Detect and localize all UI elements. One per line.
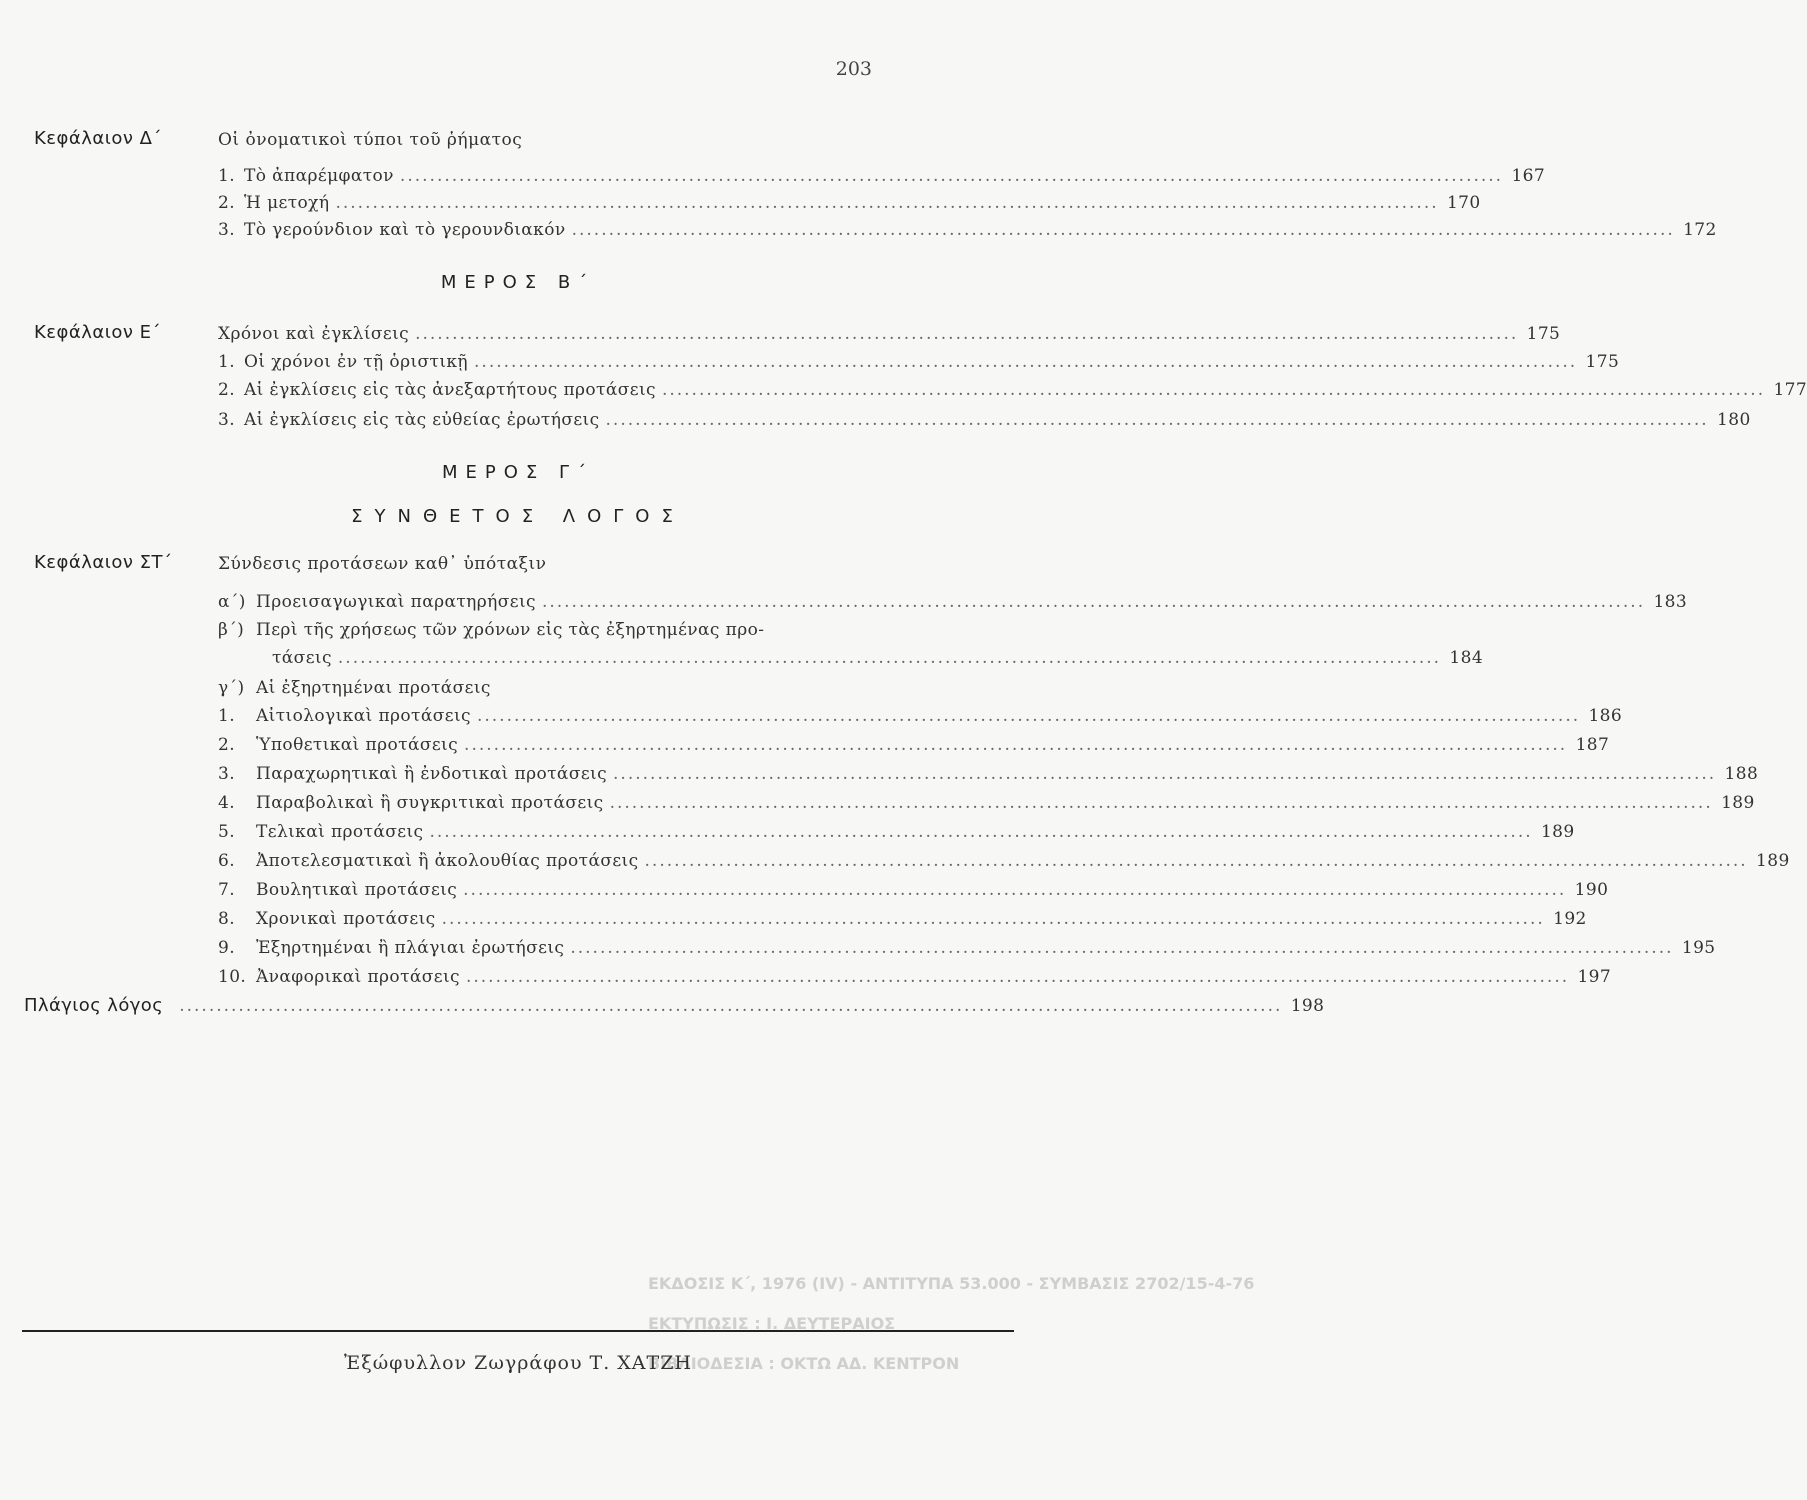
- chapter-e-label: Κεφάλαιον Ε΄: [34, 322, 162, 343]
- entry-number: γ΄): [218, 678, 245, 698]
- toc-entry: [218, 735, 1610, 755]
- toc-entry: [218, 967, 1612, 987]
- part-g-subtitle: ΣΥΝΘΕΤΟΣ ΛΟΓΟΣ: [351, 506, 685, 527]
- entry-text: Τὸ ἀπαρέμφατον: [244, 166, 394, 186]
- toc-entry: [218, 880, 1609, 900]
- toc-entry: [218, 822, 1575, 842]
- entry-number: 8.: [218, 909, 236, 929]
- dot-leader: .....................................................................................................................................................: [464, 735, 1568, 755]
- chapter-e-title: Χρόνοι καὶ ἐγκλίσεις: [218, 324, 410, 344]
- toc-entry: [218, 410, 1751, 430]
- dot-leader: .....................................................................................................................................................: [476, 706, 1581, 726]
- dot-leader: .....................................................................................................................................................: [474, 352, 1578, 372]
- dot-leader: .....................................................................................................................................................: [605, 410, 1709, 430]
- entry-number: 1.: [218, 352, 236, 372]
- dot-leader: .....................................................................................................................................................: [613, 764, 1717, 784]
- entry-page: 189: [1721, 793, 1755, 813]
- entry-text: Περὶ τῆς χρήσεως τῶν χρόνων εἰς τὰς ἐξηρτημένας προ-: [256, 620, 765, 640]
- horizontal-rule: [22, 1330, 1014, 1332]
- toc-entry: [218, 764, 1759, 784]
- entry-number: α΄): [218, 592, 246, 612]
- entry-page: 188: [1724, 764, 1759, 784]
- entry-page: 184: [1449, 648, 1484, 668]
- entry-number: 9.: [218, 938, 236, 958]
- entry-number: β΄): [218, 620, 245, 640]
- toc-entry-line: [218, 620, 764, 640]
- part-b-heading: ΜΕΡΟΣ Β΄: [440, 272, 596, 293]
- cover-credit: Ἐξώφυλλον Ζωγράφου Τ. ΧΑΤΖΗ: [344, 1352, 692, 1374]
- chapter-st-title: Σύνδεσις προτάσεων καθ᾽ ὑπόταξιν: [218, 554, 547, 574]
- entry-page: 183: [1653, 592, 1688, 612]
- entry-text: Αἰτιολογικαὶ προτάσεις: [256, 706, 471, 726]
- entry-number: 3.: [218, 220, 236, 240]
- entry-page: 172: [1683, 220, 1717, 240]
- entry-text: Βουλητικαὶ προτάσεις: [256, 880, 458, 900]
- dot-leader: .....................................................................................................................................................: [415, 324, 1519, 344]
- dot-leader: .....................................................................................................................................................: [661, 380, 1766, 400]
- entry-text: Ἀποτελεσματικαὶ ἢ ἀκολουθίας προτάσεις: [256, 851, 639, 871]
- entry-page: 175: [1526, 324, 1561, 344]
- toc-entry: [218, 324, 1561, 344]
- toc-entry: [218, 793, 1755, 813]
- entry-page: 177: [1773, 380, 1807, 400]
- entry-text: Προεισαγωγικαὶ παρατηρήσεις: [256, 592, 536, 612]
- entry-text: Αἱ ἐγκλίσεις εἰς τὰς εὐθείας ἐρωτήσεις: [244, 410, 600, 430]
- toc-entry: [218, 193, 1481, 213]
- dot-leader: .....................................................................................................................................................: [609, 793, 1713, 813]
- entry-text: Ἀναφορικαὶ προτάσεις: [256, 967, 460, 987]
- entry-number: 2.: [218, 380, 236, 400]
- bleed-through-line: ΕΚΔΟΣΙΣ Κ΄, 1976 (IV) - ΑΝΤΙΤΥΠΑ 53.000 - ΣΥΜΒΑΣΙΣ 2702/15-4-76: [648, 1274, 1255, 1293]
- dot-leader: .....................................................................................................................................................: [571, 220, 1675, 240]
- entry-text: Παραβολικαὶ ἢ συγκριτικαὶ προτάσεις: [256, 793, 604, 813]
- entry-number: 2.: [218, 193, 236, 213]
- entry-page: 189: [1756, 851, 1790, 871]
- entry-page: 197: [1577, 967, 1612, 987]
- entry-text: Ἐξηρτημέναι ἢ πλάγιαι ἐρωτήσεις: [256, 938, 565, 958]
- entry-text: Αἱ ἐγκλίσεις εἰς τὰς ἀνεξαρτήτους προτάσεις: [244, 380, 656, 400]
- dot-leader: .....................................................................................................................................................: [335, 193, 1439, 213]
- entry-text: Παραχωρητικαὶ ἢ ἐνδοτικαὶ προτάσεις: [256, 764, 608, 784]
- bleed-through-line: ΕΚΤΥΠΩΣΙΣ : Ι. ΔΕΥΤΕΡΑΙΟΣ: [648, 1314, 896, 1333]
- entry-page: 180: [1717, 410, 1751, 430]
- chapter-d-title: Οἱ ὀνοματικοὶ τύποι τοῦ ῥήματος: [218, 130, 523, 150]
- entry-page: 192: [1553, 909, 1587, 929]
- toc-entry: [272, 648, 1484, 668]
- dot-leader: .....................................................................................................................................................: [337, 648, 1442, 668]
- toc-subheading: [218, 678, 491, 698]
- entry-page: 170: [1446, 193, 1481, 213]
- entry-text: Χρονικαὶ προτάσεις: [256, 909, 436, 929]
- dot-leader: .....................................................................................................................................................: [429, 822, 1533, 842]
- entry-page: 187: [1575, 735, 1610, 755]
- toc-entry: [218, 938, 1716, 958]
- entry-number: 2.: [218, 735, 236, 755]
- entry-text: Τὸ γερούνδιον καὶ τὸ γερουνδιακόν: [244, 220, 566, 240]
- dot-leader: .....................................................................................................................................................: [570, 938, 1674, 958]
- entry-number: 3.: [218, 410, 236, 430]
- dot-leader: .....................................................................................................................................................: [465, 967, 1570, 987]
- toc-entry: [218, 706, 1623, 726]
- entry-number: 4.: [218, 793, 236, 813]
- dot-leader: .....................................................................................................................................................: [644, 851, 1748, 871]
- entry-number: 1.: [218, 166, 236, 186]
- chapter-d-label: Κεφάλαιον Δ΄: [34, 128, 162, 149]
- dot-leader: .....................................................................................................................................................: [441, 909, 1545, 929]
- entry-page: 167: [1511, 166, 1546, 186]
- toc-entry: [218, 352, 1620, 372]
- toc-entry: [24, 995, 1325, 1016]
- entry-text: Τελικαὶ προτάσεις: [256, 822, 424, 842]
- bleed-through-line: ΒΙΒΛΙΟΔΕΣΙΑ : ΟΚΤΩ ΑΔ. ΚΕΝΤΡΟΝ: [648, 1354, 960, 1373]
- entry-number: 6.: [218, 851, 236, 871]
- entry-text: Οἱ χρόνοι ἐν τῇ ὁριστικῇ: [244, 352, 469, 372]
- entry-number: 3.: [218, 764, 236, 784]
- entry-number: 5.: [218, 822, 236, 842]
- part-g-heading: ΜΕΡΟΣ Γ΄: [441, 462, 595, 483]
- page-number: 203: [835, 58, 872, 80]
- entry-page: 186: [1588, 706, 1623, 726]
- plagios-label: Πλάγιος λόγος: [24, 995, 164, 1016]
- entry-page: 195: [1681, 938, 1716, 958]
- entry-text: Ἡ μετοχή: [244, 193, 330, 213]
- entry-number: 7.: [218, 880, 236, 900]
- toc-entry: [218, 909, 1587, 929]
- entry-number: 1.: [218, 706, 236, 726]
- toc-entry: [218, 166, 1546, 186]
- toc-entry: [218, 851, 1790, 871]
- entry-page: 189: [1540, 822, 1575, 842]
- dot-leader: .....................................................................................................................................................: [463, 880, 1567, 900]
- toc-entry: [218, 220, 1717, 240]
- dot-leader: .....................................................................................................................................................: [179, 996, 1283, 1016]
- toc-entry: [218, 380, 1807, 400]
- entry-page: 175: [1585, 352, 1620, 372]
- dot-leader: .....................................................................................................................................................: [541, 592, 1646, 612]
- entry-text: Ὑποθετικαὶ προτάσεις: [256, 735, 459, 755]
- entry-page: 198: [1290, 996, 1325, 1016]
- entry-page: 190: [1574, 880, 1609, 900]
- entry-number: 10.: [218, 967, 247, 987]
- toc-entry: [218, 592, 1688, 612]
- dot-leader: .....................................................................................................................................................: [399, 166, 1504, 186]
- entry-text: Αἱ ἐξηρτημέναι προτάσεις: [256, 678, 491, 698]
- entry-text: τάσεις: [272, 648, 332, 668]
- chapter-st-label: Κεφάλαιον ΣΤ΄: [34, 552, 173, 573]
